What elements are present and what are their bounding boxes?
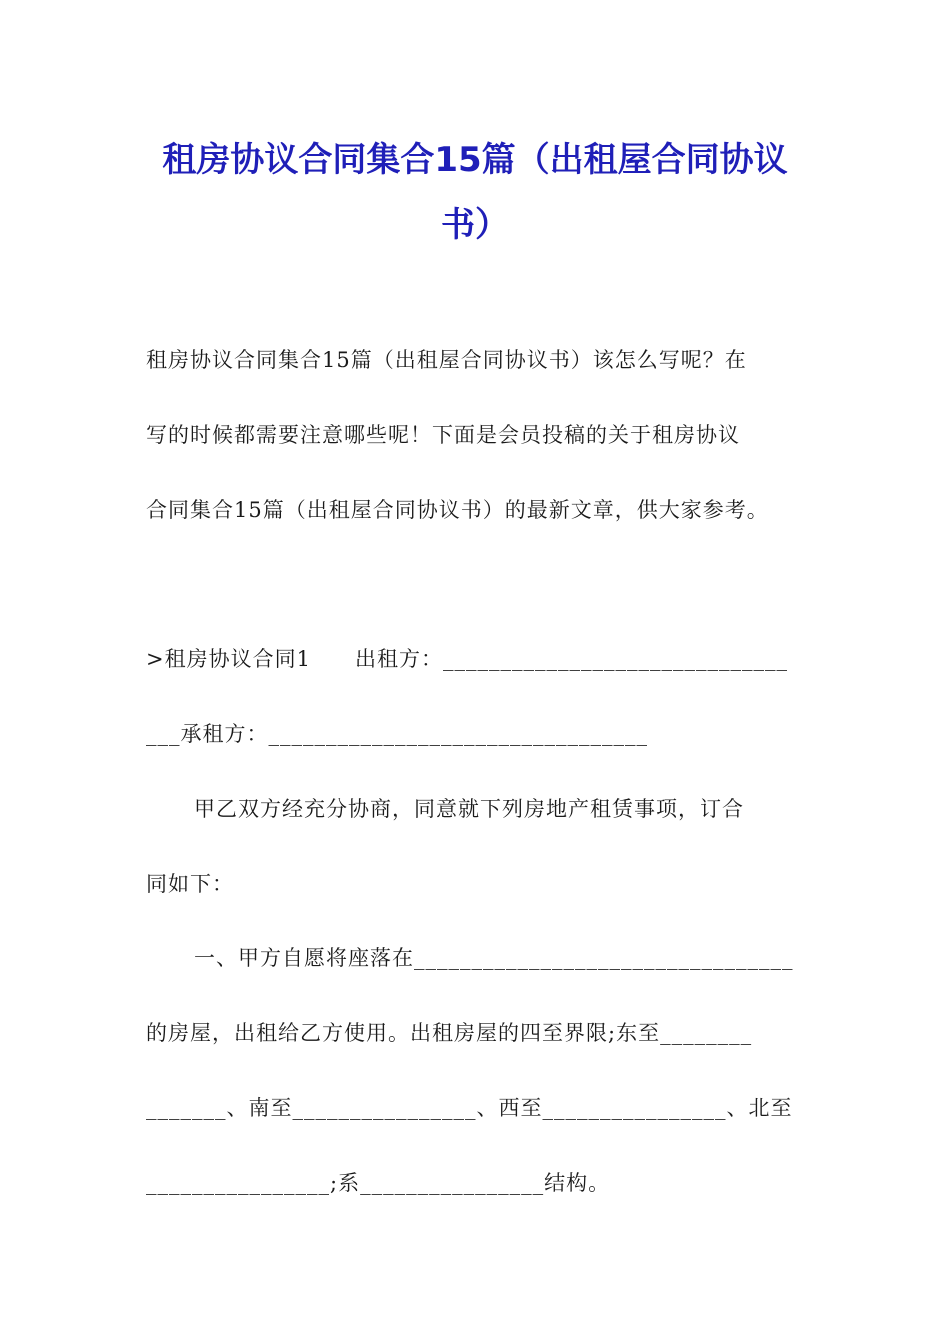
clause-1-line-4: ________________;系________________结构。 <box>146 1171 611 1195</box>
intro-line-1: 租房协议合同集合15篇（出租屋合同协议书）该怎么写呢？在 <box>146 348 747 372</box>
intro-line-2: 写的时候都需要注意哪些呢！下面是会员投稿的关于租房协议 <box>146 423 740 447</box>
paragraph-intro-line-1: 甲乙双方经充分协商，同意就下列房地产租赁事项，订合 <box>194 797 744 821</box>
contract-parties-line: >租房协议合同1 出租方：______________________________ <box>146 647 788 671</box>
paragraph-intro-line-2: 同如下： <box>146 872 234 896</box>
clause-1-line-3: _______、南至________________、西至________________、北至 <box>146 1096 793 1120</box>
document-title-line-1: 租房协议合同集合15篇（出租屋合同协议 <box>162 140 788 180</box>
document-title-line-2: 书） <box>441 205 509 245</box>
intro-line-3: 合同集合15篇（出租屋合同协议书）的最新文章，供大家参考。 <box>146 498 769 522</box>
lessee-line: ___承租方：_________________________________ <box>146 722 648 746</box>
clause-1-line-2: 的房屋，出租给乙方使用。出租房屋的四至界限;东至________ <box>146 1021 753 1045</box>
clause-1-line-1: 一、甲方自愿将座落在_________________________________ <box>194 946 794 970</box>
